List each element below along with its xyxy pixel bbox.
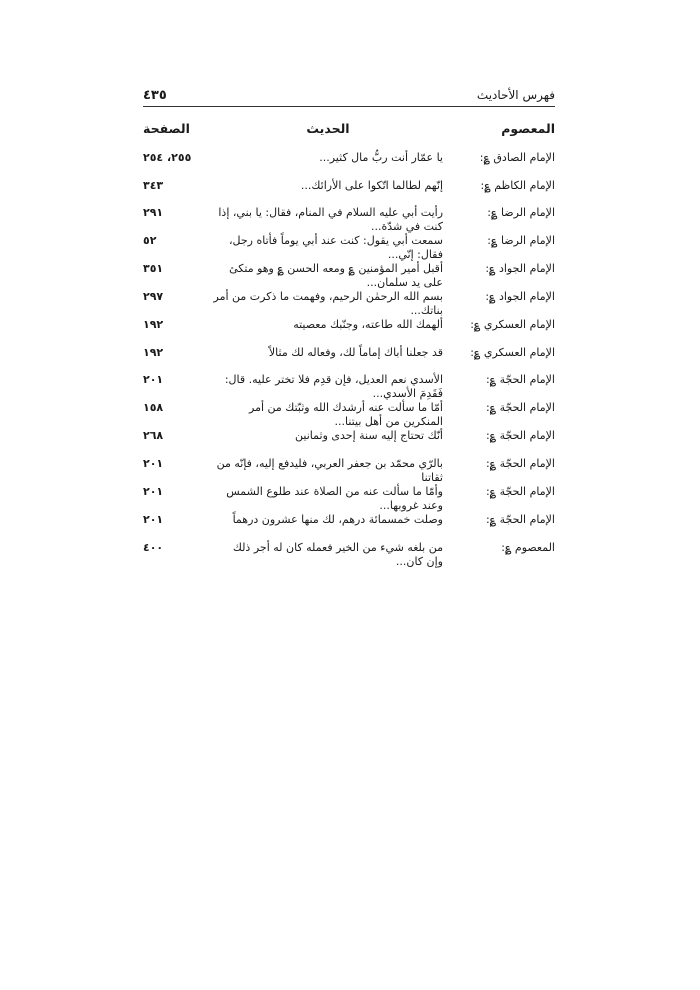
table-header — [143, 122, 555, 151]
hadith-cell: إنّهم لطالما اتّكوا على الأرائك... — [300, 178, 443, 192]
table-row — [143, 318, 555, 346]
table-row — [143, 234, 555, 262]
infallible-cell: الإمام الصادق ؏: — [479, 151, 555, 164]
table-row — [143, 513, 555, 541]
running-header — [143, 88, 555, 107]
column-header-infallible: المعصوم — [501, 121, 555, 136]
table-row — [143, 485, 555, 513]
infallible-cell: الإمام الحجّة ؏: — [485, 373, 555, 387]
page-cell: ٣٤٣ — [143, 178, 164, 192]
infallible-cell: الإمام الجواد ؏: — [485, 262, 555, 276]
hadith-cell: بسم الله الرحمٰن الرحيم، وفهمت ما ذكرت من أمر بناتك... — [213, 290, 443, 318]
table-row — [143, 179, 555, 207]
infallible-cell: الإمام الرضا ؏: — [487, 234, 555, 248]
infallible-cell: الإمام العسكري ؏: — [470, 318, 555, 332]
hadith-cell: ألهمك الله طاعته، وجنّبك معصيته — [293, 318, 443, 332]
hadith-cell: أقبل أمير المؤمنين ؏ ومعه الحسن ؏ وهو متكئ على يد سلمان... — [229, 262, 443, 290]
hadith-index-table — [143, 122, 555, 569]
hadith-cell: بالرّي محمّد بن جعفر العربي، فليدفع إليه، فإنّه من ثقاتنا — [216, 456, 443, 484]
page-cell: ٤٠٠ — [143, 540, 164, 554]
infallible-cell: الإمام الجواد ؏: — [485, 290, 555, 304]
table-row — [143, 206, 555, 234]
table-row — [143, 373, 555, 401]
table-row — [143, 346, 555, 374]
infallible-cell: الإمام الرضا ؏: — [487, 206, 555, 220]
table-row — [143, 262, 555, 290]
hadith-cell: يا عمّار أنت ربُّ مال كثير... — [319, 151, 443, 164]
page-cell: ٢٦٨ — [143, 429, 164, 443]
hadith-cell: رأيت أبي عليه السلام في المنام، فقال: يا بني، إذا كنت في شدّة... — [218, 206, 443, 234]
column-header-hadith: الحديث — [306, 121, 350, 136]
page-cell: ١٩٢ — [143, 318, 164, 332]
page-cell: ٢٠١ — [143, 456, 164, 470]
table-row — [143, 401, 555, 429]
page-cell: ٢٠١ — [143, 484, 164, 498]
hadith-cell: سمعت أبي يقول: كنت عند أبي يوماً فأتاه رجل، فقال: إنّي... — [228, 234, 443, 262]
running-title: فهرس الأحاديث — [476, 88, 555, 102]
page-cell: ١٥٨ — [143, 401, 164, 415]
table-row — [143, 290, 555, 318]
infallible-cell: الإمام العسكري ؏: — [470, 345, 555, 359]
table-row — [143, 457, 555, 485]
page-cell: ٢٠١ — [143, 373, 164, 387]
page-cell: ٥٢ — [143, 234, 157, 248]
page-cell: ٣٥١ — [143, 262, 164, 276]
page-cell: ٢٩٧ — [143, 290, 164, 304]
table-row — [143, 151, 555, 179]
hadith-cell: من بلغه شيء من الخير فعمله كان له أجر ذلك وإن كان... — [232, 540, 443, 568]
hadith-cell: قد جعلنا أباك إماماً لك، وفعاله لك مثالاً — [268, 345, 443, 359]
infallible-cell: المعصوم ؏: — [501, 540, 555, 554]
page-cell: ٢٠١ — [143, 512, 164, 526]
infallible-cell: الإمام الحجّة ؏: — [485, 484, 555, 498]
column-header-page: الصفحة — [143, 121, 190, 136]
page-cell: ١٩٢ — [143, 345, 164, 359]
infallible-cell: الإمام الحجّة ؏: — [485, 401, 555, 415]
hadith-cell: أمّا ما سألت عنه أرشدك الله وثبّتك من أمر المنكرين من أهل بيتنا... — [249, 401, 443, 429]
page-number: ٤٣٥ — [143, 88, 167, 103]
page-cell: ٢٥٥، ٢٥٤ — [143, 151, 192, 164]
infallible-cell: الإمام الحجّة ؏: — [485, 456, 555, 470]
table-row — [143, 429, 555, 457]
table-row — [143, 541, 555, 569]
hadith-cell: وصلت خمسمائة درهم، لك منها عشرون درهماً — [232, 512, 443, 526]
hadith-cell: أنّك تحتاج إليه سنة إحدى وثمانين — [295, 429, 443, 443]
infallible-cell: الإمام الحجّة ؏: — [485, 512, 555, 526]
page-cell: ٢٩١ — [143, 206, 164, 220]
infallible-cell: الإمام الحجّة ؏: — [485, 429, 555, 443]
infallible-cell: الإمام الكاظم ؏: — [480, 178, 555, 192]
hadith-cell: الأسدي نعم العديل، فإن قدِم فلا تختر عليه. قال: فَقَدِمَ الأسدي... — [224, 373, 443, 401]
hadith-cell: وأمّا ما سألت عنه من الصلاة عند طلوع الشمس وعند غروبها... — [226, 484, 443, 512]
